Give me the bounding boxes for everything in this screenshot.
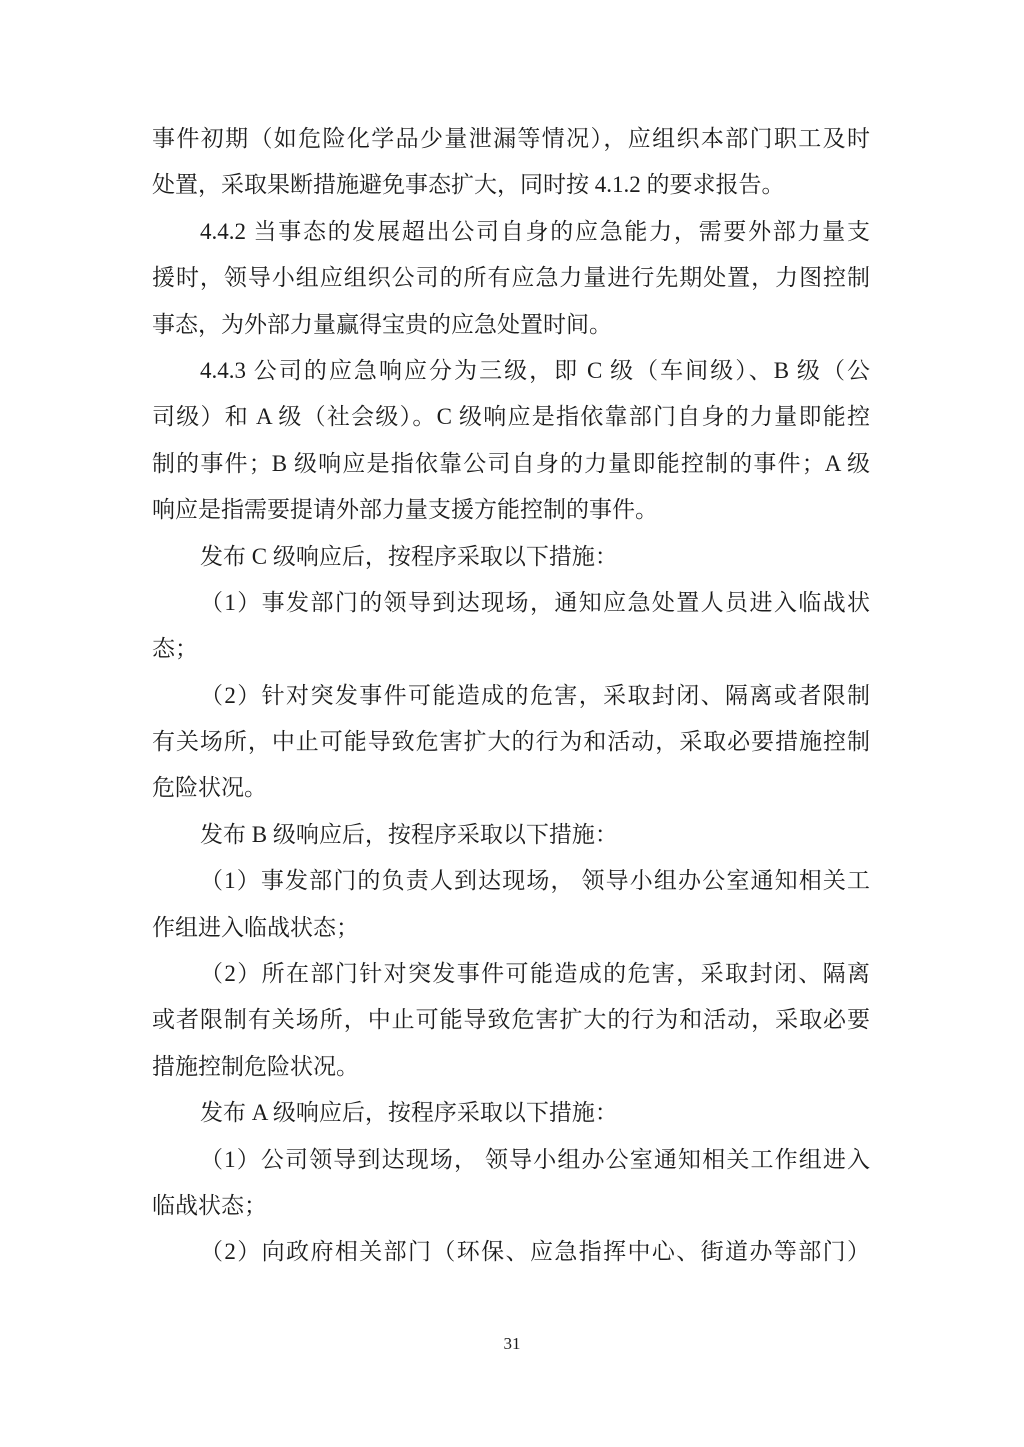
text-line: 援时，领导小组应组织公司的所有应急力量进行先期处置，力图控制 (152, 265, 870, 291)
text-line: （1）事发部门的负责人到达现场， 领导小组办公室通知相关工 (200, 868, 870, 894)
text-line: （1）事发部门的领导到达现场，通知应急处置人员进入临战状 (200, 589, 870, 615)
text-line: 发布 B 级响应后，按程序采取以下措施： (200, 821, 618, 847)
text-line: 处置，采取果断措施避免事态扩大，同时按 4.1.2 的要求报告。 (152, 172, 785, 198)
text-line: 事件初期（如危险化学品少量泄漏等情况），应组织本部门职工及时 (152, 126, 870, 151)
text-line: 临战状态； (152, 1192, 267, 1218)
text-line: （2）向政府相关部门（环保、应急指挥中心、街道办等部门） (200, 1239, 870, 1265)
text-line: 有关场所，中止可能导致危害扩大的行为和活动，采取必要措施控制 (152, 729, 870, 755)
text-line: 或者限制有关场所，中止可能导致危害扩大的行为和活动，采取必要 (152, 1007, 870, 1033)
text-line: 作组进入临战状态； (152, 914, 359, 940)
text-line: 响应是指需要提请外部力量支援方能控制的事件。 (152, 497, 658, 523)
text-line: 措施控制危险状况。 (152, 1053, 359, 1079)
page-number: 31 (503, 1334, 521, 1353)
document-body (152, 116, 870, 1276)
text-line: 制的事件；B 级响应是指依靠公司自身的力量即能控制的事件；A 级 (152, 450, 870, 476)
text-line: 发布 A 级响应后，按程序采取以下措施： (200, 1100, 618, 1126)
text-line: 4.4.3 公司的应急响应分为三级，即 C 级（车间级）、B 级（公 (200, 357, 870, 383)
text-line: （2）针对突发事件可能造成的危害，采取封闭、隔离或者限制 (200, 682, 870, 708)
text-line: 发布 C 级响应后，按程序采取以下措施： (200, 543, 618, 569)
text-line: 事态，为外部力量赢得宝贵的应急处置时间。 (152, 311, 612, 337)
text-line: 司级）和 A 级（社会级）。C 级响应是指依靠部门自身的力量即能控 (152, 404, 870, 430)
text-line: （1）公司领导到达现场， 领导小组办公室通知相关工作组进入 (200, 1146, 870, 1172)
text-line: 态； (152, 636, 198, 662)
text-line: （2）所在部门针对突发事件可能造成的危害，采取封闭、隔离 (200, 961, 870, 987)
text-line: 4.4.2 当事态的发展超出公司自身的应急能力，需要外部力量支 (200, 218, 870, 244)
text-line: 危险状况。 (152, 775, 267, 801)
